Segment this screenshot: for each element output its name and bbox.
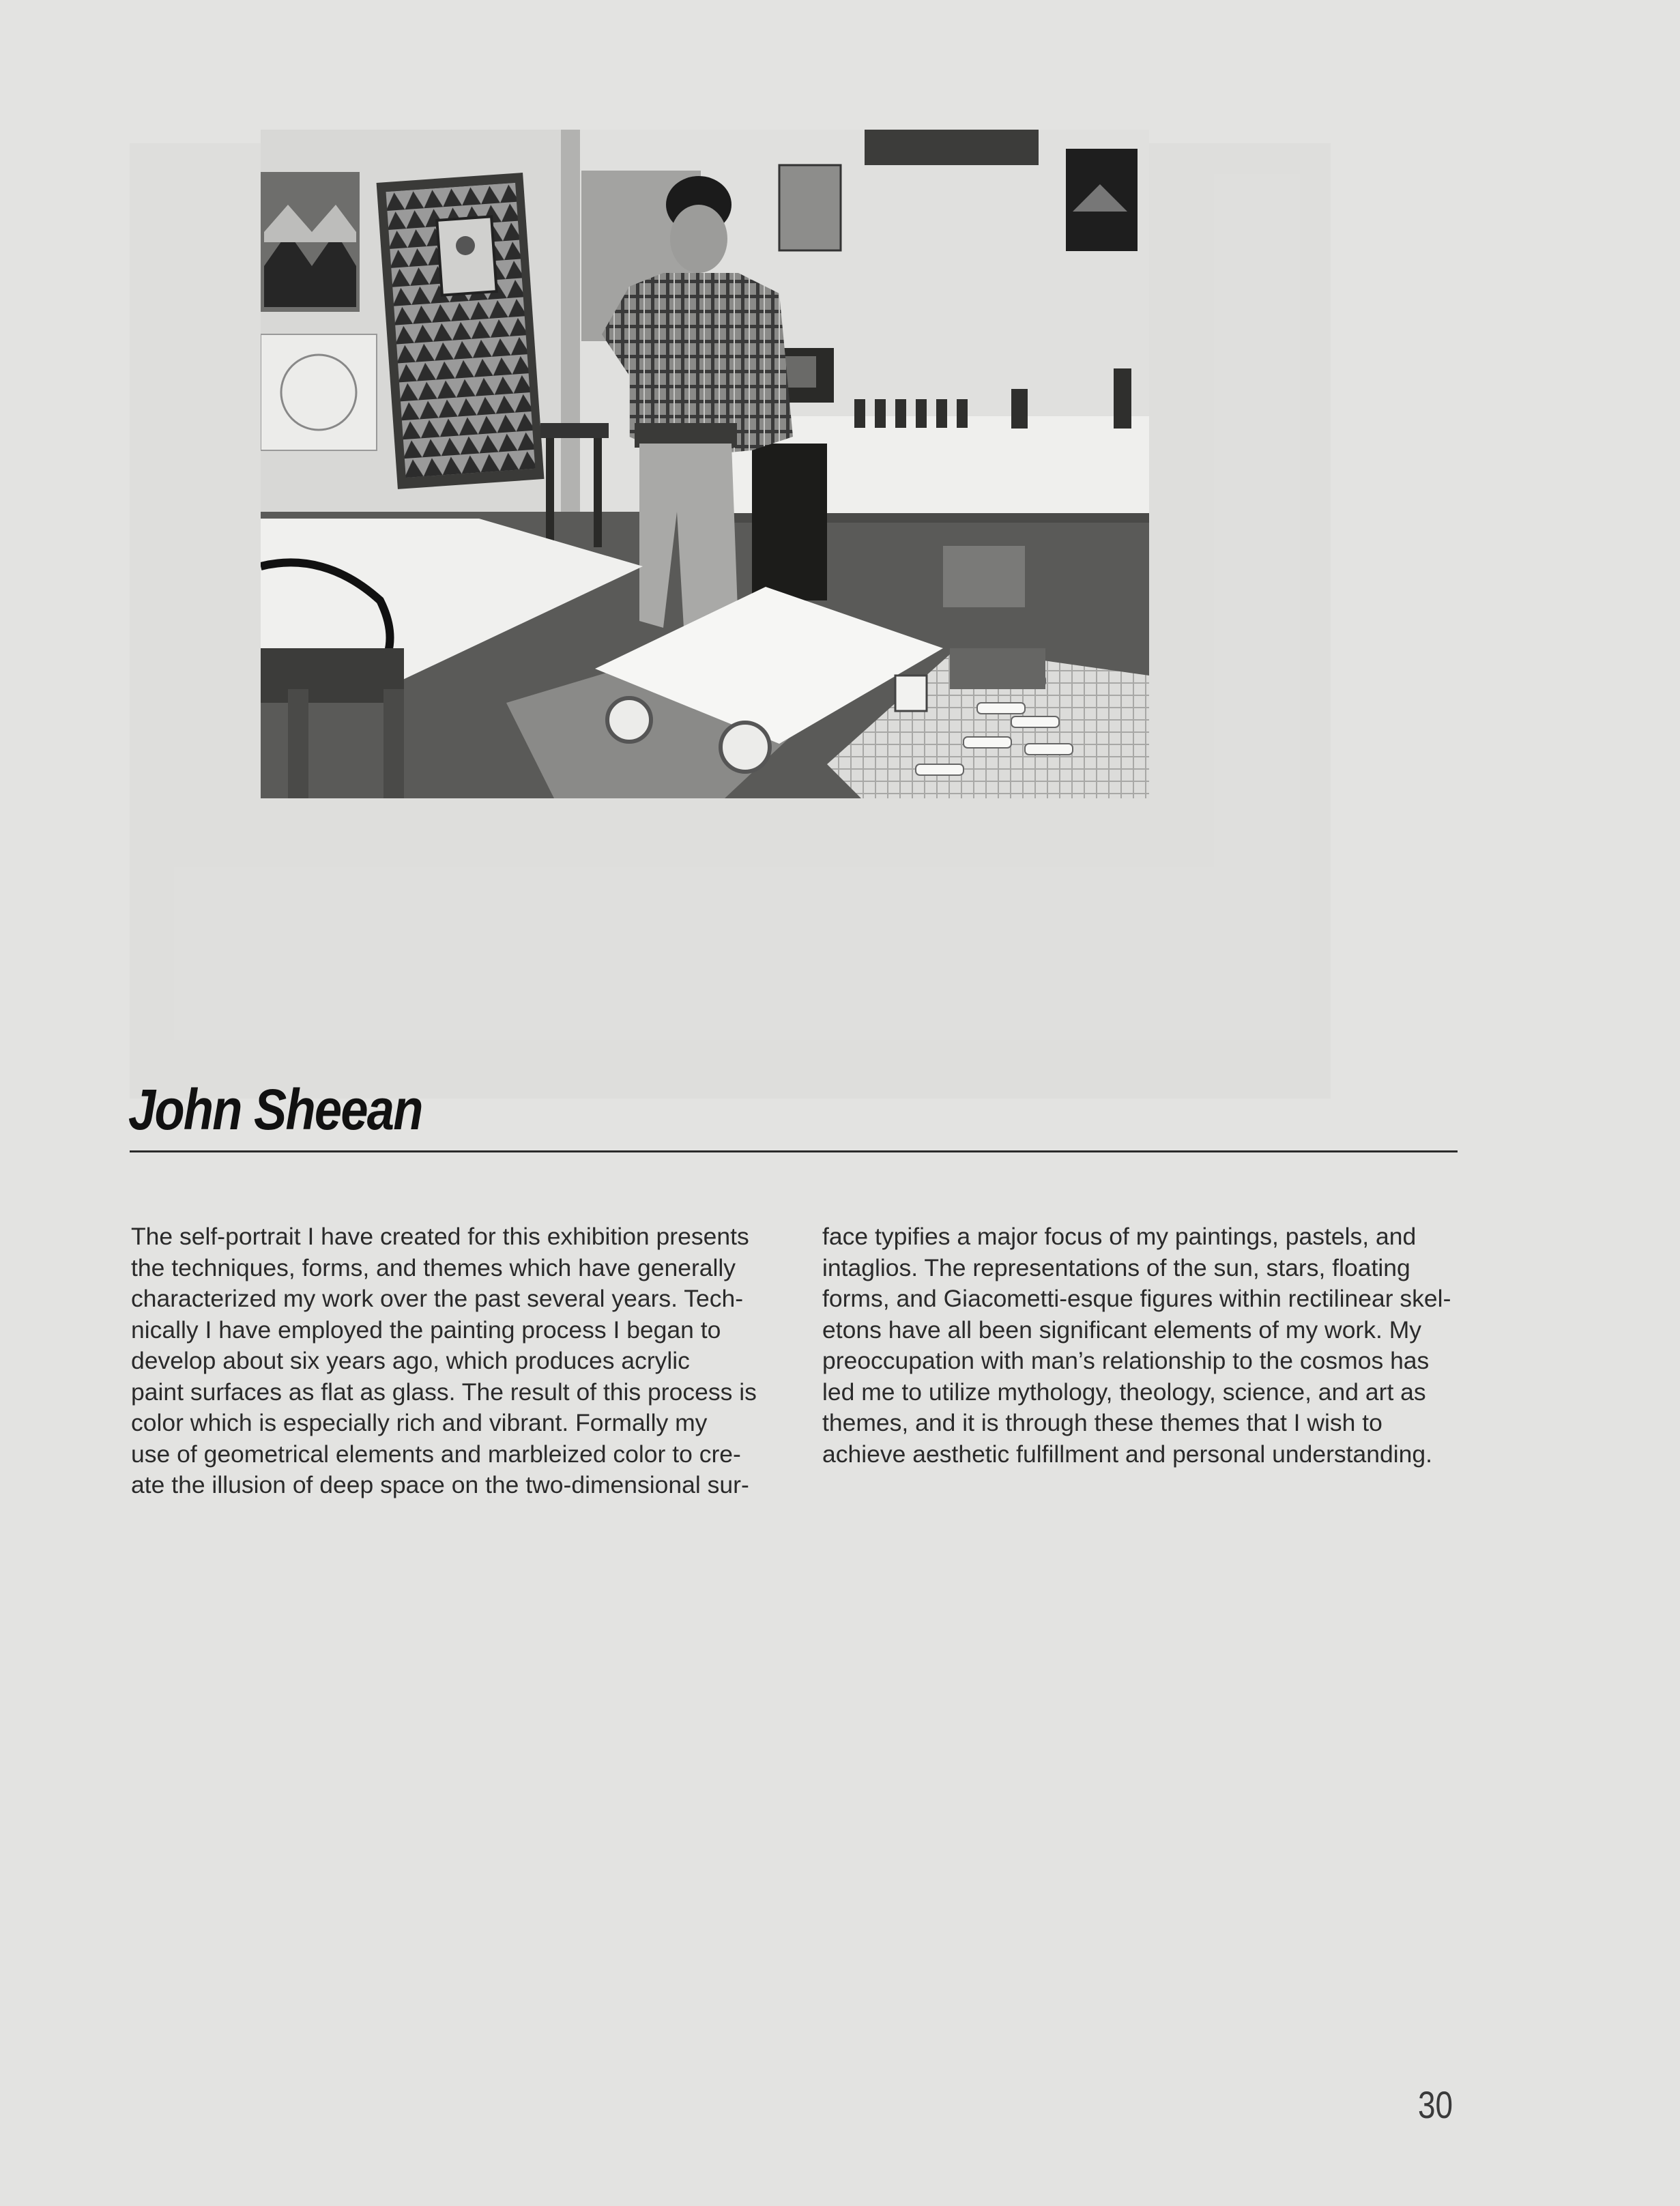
statement-line: characterized my work over the past several years. Tech-: [131, 1285, 744, 1312]
statement-line: paint surfaces as flat as glass. The result of this process is: [131, 1378, 757, 1406]
statement-line: use of geometrical elements and marbleized color to cre-: [131, 1440, 741, 1468]
statement-line: nically I have employed the painting process I began to: [131, 1316, 721, 1344]
statement-line: intaglios. The representations of the sun, stars, floating: [822, 1253, 1410, 1281]
statement-line: develop about six years ago, which produces acrylic: [131, 1347, 690, 1374]
statement-right-column: [822, 1221, 1477, 1470]
statement-line: the techniques, forms, and themes which have generally: [131, 1253, 736, 1281]
statement-line: face typifies a major focus of my paintings, pastels, and: [822, 1223, 1417, 1250]
page-number: 30: [1418, 2083, 1453, 2126]
statement-line: ate the illusion of deep space on the two-dimensional sur-: [131, 1471, 749, 1498]
statement-left-column: [131, 1221, 786, 1501]
artist-studio-photo: [261, 130, 1149, 798]
statement-line: achieve aesthetic fulfillment and personal understanding.: [822, 1440, 1432, 1468]
statement-line: The self-portrait I have created for this exhibition presents: [131, 1223, 749, 1250]
studio-photo-illustration: [261, 130, 1149, 798]
statement-line: preoccupation with man’s relationship to the cosmos has: [822, 1347, 1430, 1374]
statement-line: themes, and it is through these themes that I wish to: [822, 1409, 1382, 1436]
statement-line: forms, and Giacometti-esque figures within rectilinear skel-: [822, 1285, 1451, 1312]
statement-line: led me to utilize mythology, theology, science, and art as: [822, 1378, 1426, 1406]
heading-rule-divider: [130, 1150, 1458, 1152]
artist-name-heading: John Sheean: [128, 1077, 422, 1142]
statement-line: color which is especially rich and vibrant. Formally my: [131, 1409, 708, 1436]
statement-line: etons have all been significant elements of my work. My: [822, 1316, 1422, 1344]
